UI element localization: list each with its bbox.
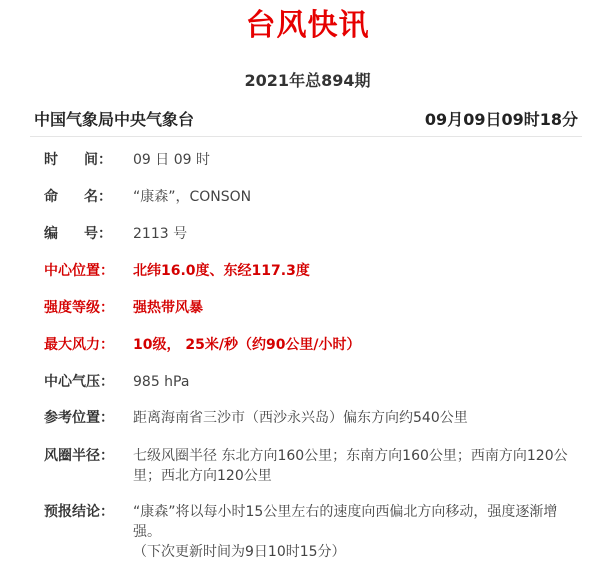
divider: [30, 136, 582, 137]
field-label-number: 编 号：: [44, 226, 112, 242]
field-label-time: 时 间：: [44, 152, 112, 168]
field-value-reference-position: 距离海南省三沙市（西沙永兴岛）偏东方向约540公里: [133, 410, 468, 426]
field-label-pressure: 中心气压：: [44, 374, 114, 390]
field-label-forecast: 预报结论：: [44, 504, 114, 520]
field-value-center-position: 北纬16.0度、东经117.3度: [133, 263, 310, 279]
field-value-forecast: [133, 502, 573, 562]
next-update-note: （下次更新时间为9日10时15分）: [133, 544, 346, 560]
field-value-intensity: 强热带风暴: [133, 300, 203, 316]
published-time: 09月09日09时18分: [424, 110, 578, 129]
field-value-number: 2113 号: [133, 226, 188, 242]
field-value-wind-radius: 七级风圈半径 东北方向160公里；东南方向160公里；西南方向120公里；西北方向120公里: [133, 448, 568, 484]
field-label-max-wind: 最大风力：: [44, 337, 114, 353]
field-label-reference-position: 参考位置：: [44, 410, 114, 426]
field-value-time: 09 日 09 时: [133, 152, 210, 168]
issue-number: 2021年总894期: [244, 71, 371, 90]
agency-name: 中国气象局中央气象台: [34, 110, 195, 129]
field-label-intensity: 强度等级：: [44, 300, 114, 316]
forecast-text: “康森”将以每小时15公里左右的速度向西偏北方向移动，强度逐渐增强。: [133, 504, 558, 540]
field-value-pressure: 985 hPa: [133, 374, 190, 390]
field-label-name: 命 名：: [44, 189, 112, 205]
field-value-name: “康森”，CONSON: [133, 189, 252, 205]
field-label-wind-radius: 风圈半径：: [44, 448, 114, 464]
field-value-max-wind: 10级， 25米/秒（约90公里/小时）: [133, 337, 361, 353]
page-title: 台风快讯: [245, 8, 370, 43]
source-line: [34, 108, 578, 132]
field-label-center-position: 中心位置：: [44, 263, 114, 279]
